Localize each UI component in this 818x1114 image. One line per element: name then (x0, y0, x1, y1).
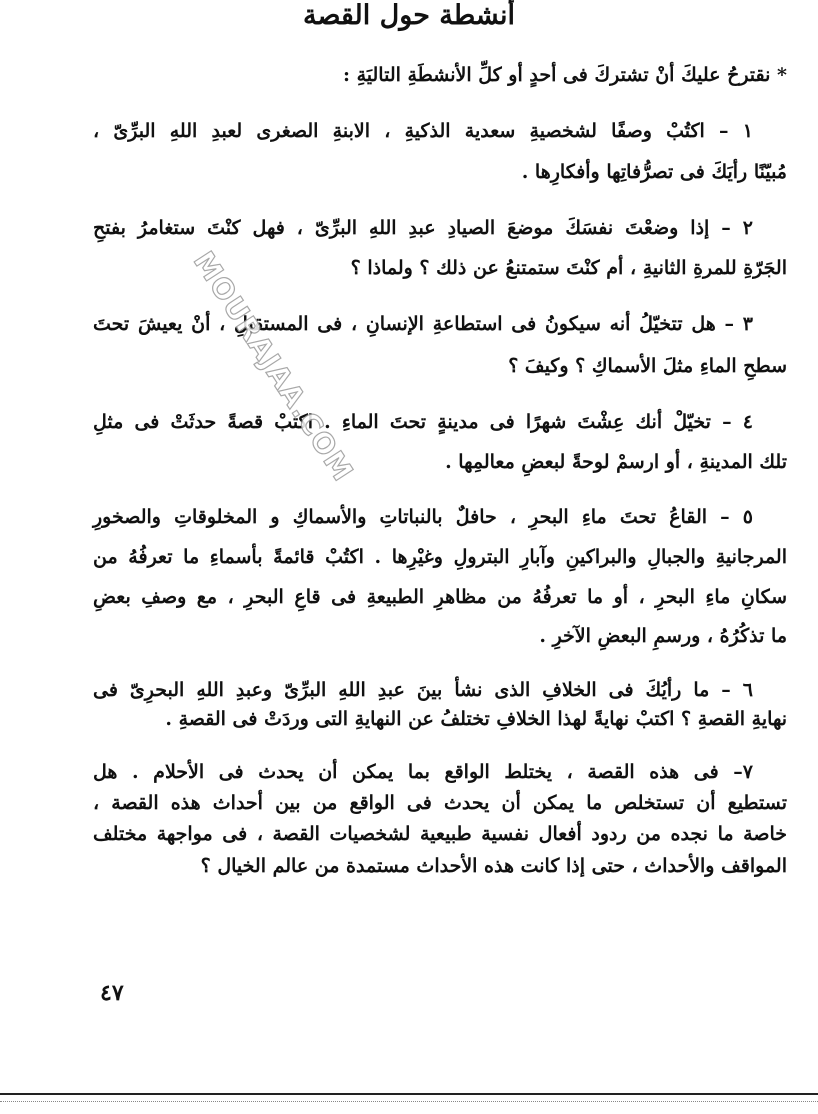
text-line: ٦ – ما رأيُكَ فى الخلافِ الذى نشأ بينَ عبدِ اللهِ البرِّىّ وعبدِ اللهِ البحرِىّ فى (93, 679, 753, 701)
watermark: MOURAJAA.COM (186, 245, 360, 488)
text-line: ٤ – تخيّلْ أنك عِشْتَ شهرًا فى مدينةٍ تحتَ الماءِ . اكتبْ قصةً حدثَتْ فى مثلِ (93, 411, 753, 433)
bottom-rule-dotted (0, 1101, 818, 1102)
text-line: ٣ – هل تتخيّلُ أنه سيكونُ فى استطاعةِ الإنسانِ ، فى المستقبلِ ، أنْ يعيشَ تحتَ (93, 313, 753, 335)
page-number: ٤٧ (100, 980, 124, 1006)
text-line: ٧– فى هذه القصة ، يختلط الواقع بما يمكن أن يحدث فى الأحلام . هل (93, 761, 753, 783)
text-line: المواقف والأحداث ، حتى إذا كانت هذه الأحداث مستمدة من عالم الخيال ؟ (200, 855, 787, 877)
text-line: نهايةِ القصةِ ؟ اكتبْ نهايةً لهذا الخلافِ تختلفُ عن النهايةِ التى وردَتْ فى القصةِ . (165, 708, 787, 730)
text-line: ما تذكُرُهُ ، ورسمِ البعضِ الآخرِ . (539, 625, 787, 647)
bottom-rule (0, 1093, 818, 1095)
text-line: تستطيع أن تستخلص ما يمكن أن يحدث فى الواقع من بين أحداث هذه القصة ، (93, 792, 787, 814)
intro-text: * نقترحُ عليكَ أنْ تشتركَ فى أحدٍ أو كلِّ الأنشطَةِ التاليَةِ : (342, 64, 787, 86)
text-line: تلك المدينةِ ، أو ارسمْ لوحةً لبعضِ معالمِها . (445, 451, 787, 473)
text-line: سطحِ الماءِ مثلَ الأسماكِ ؟ وكيفَ ؟ (508, 355, 787, 377)
text-line: المرجانيةِ والجبالِ والبراكينِ وآبارِ البترولِ وغيْرِها . اكتُبْ قائمةً بأسماءِ ما تعرفُهُ من (93, 546, 787, 568)
text-line: سكانِ ماءِ البحرِ ، أو ما تعرفُهُ من مظاهرِ الطبيعةِ فى قاعِ البحرِ ، مع وصفِ بعضِ (93, 586, 787, 608)
page-title: أنشطة حول القصة (302, 0, 516, 31)
text-line: ١ – اكتُبْ وصفًا لشخصيةِ سعدية الذكيةِ ، الابنةِ الصغرى لعبدِ اللهِ البرِّىّ ، (93, 120, 753, 142)
text-line: خاصة ما نجده من ردود أفعال نفسية طبيعية لشخصيات القصة ، فى مواجهة مختلف (93, 823, 787, 845)
text-line: ٥ – القاعُ تحتَ ماءِ البحرِ ، حافلٌ بالنباتاتِ والأسماكِ و المخلوقاتِ والصخورِ (93, 506, 753, 528)
text-line: الجَرّةِ للمرةِ الثانيةِ ، أم كنْتَ ستمتنعُ عن ذلك ؟ ولماذا ؟ (350, 257, 787, 279)
text-line: ٢ – إذا وضعْتَ نفسَكَ موضعَ الصيادِ عبدِ اللهِ البرِّىّ ، فهل كنْتَ ستغامرُ بفتحِ (93, 217, 753, 239)
text-line: مُبيّنًا رأيَكَ فى تصرُّفاتِها وأفكارِها . (521, 161, 787, 183)
